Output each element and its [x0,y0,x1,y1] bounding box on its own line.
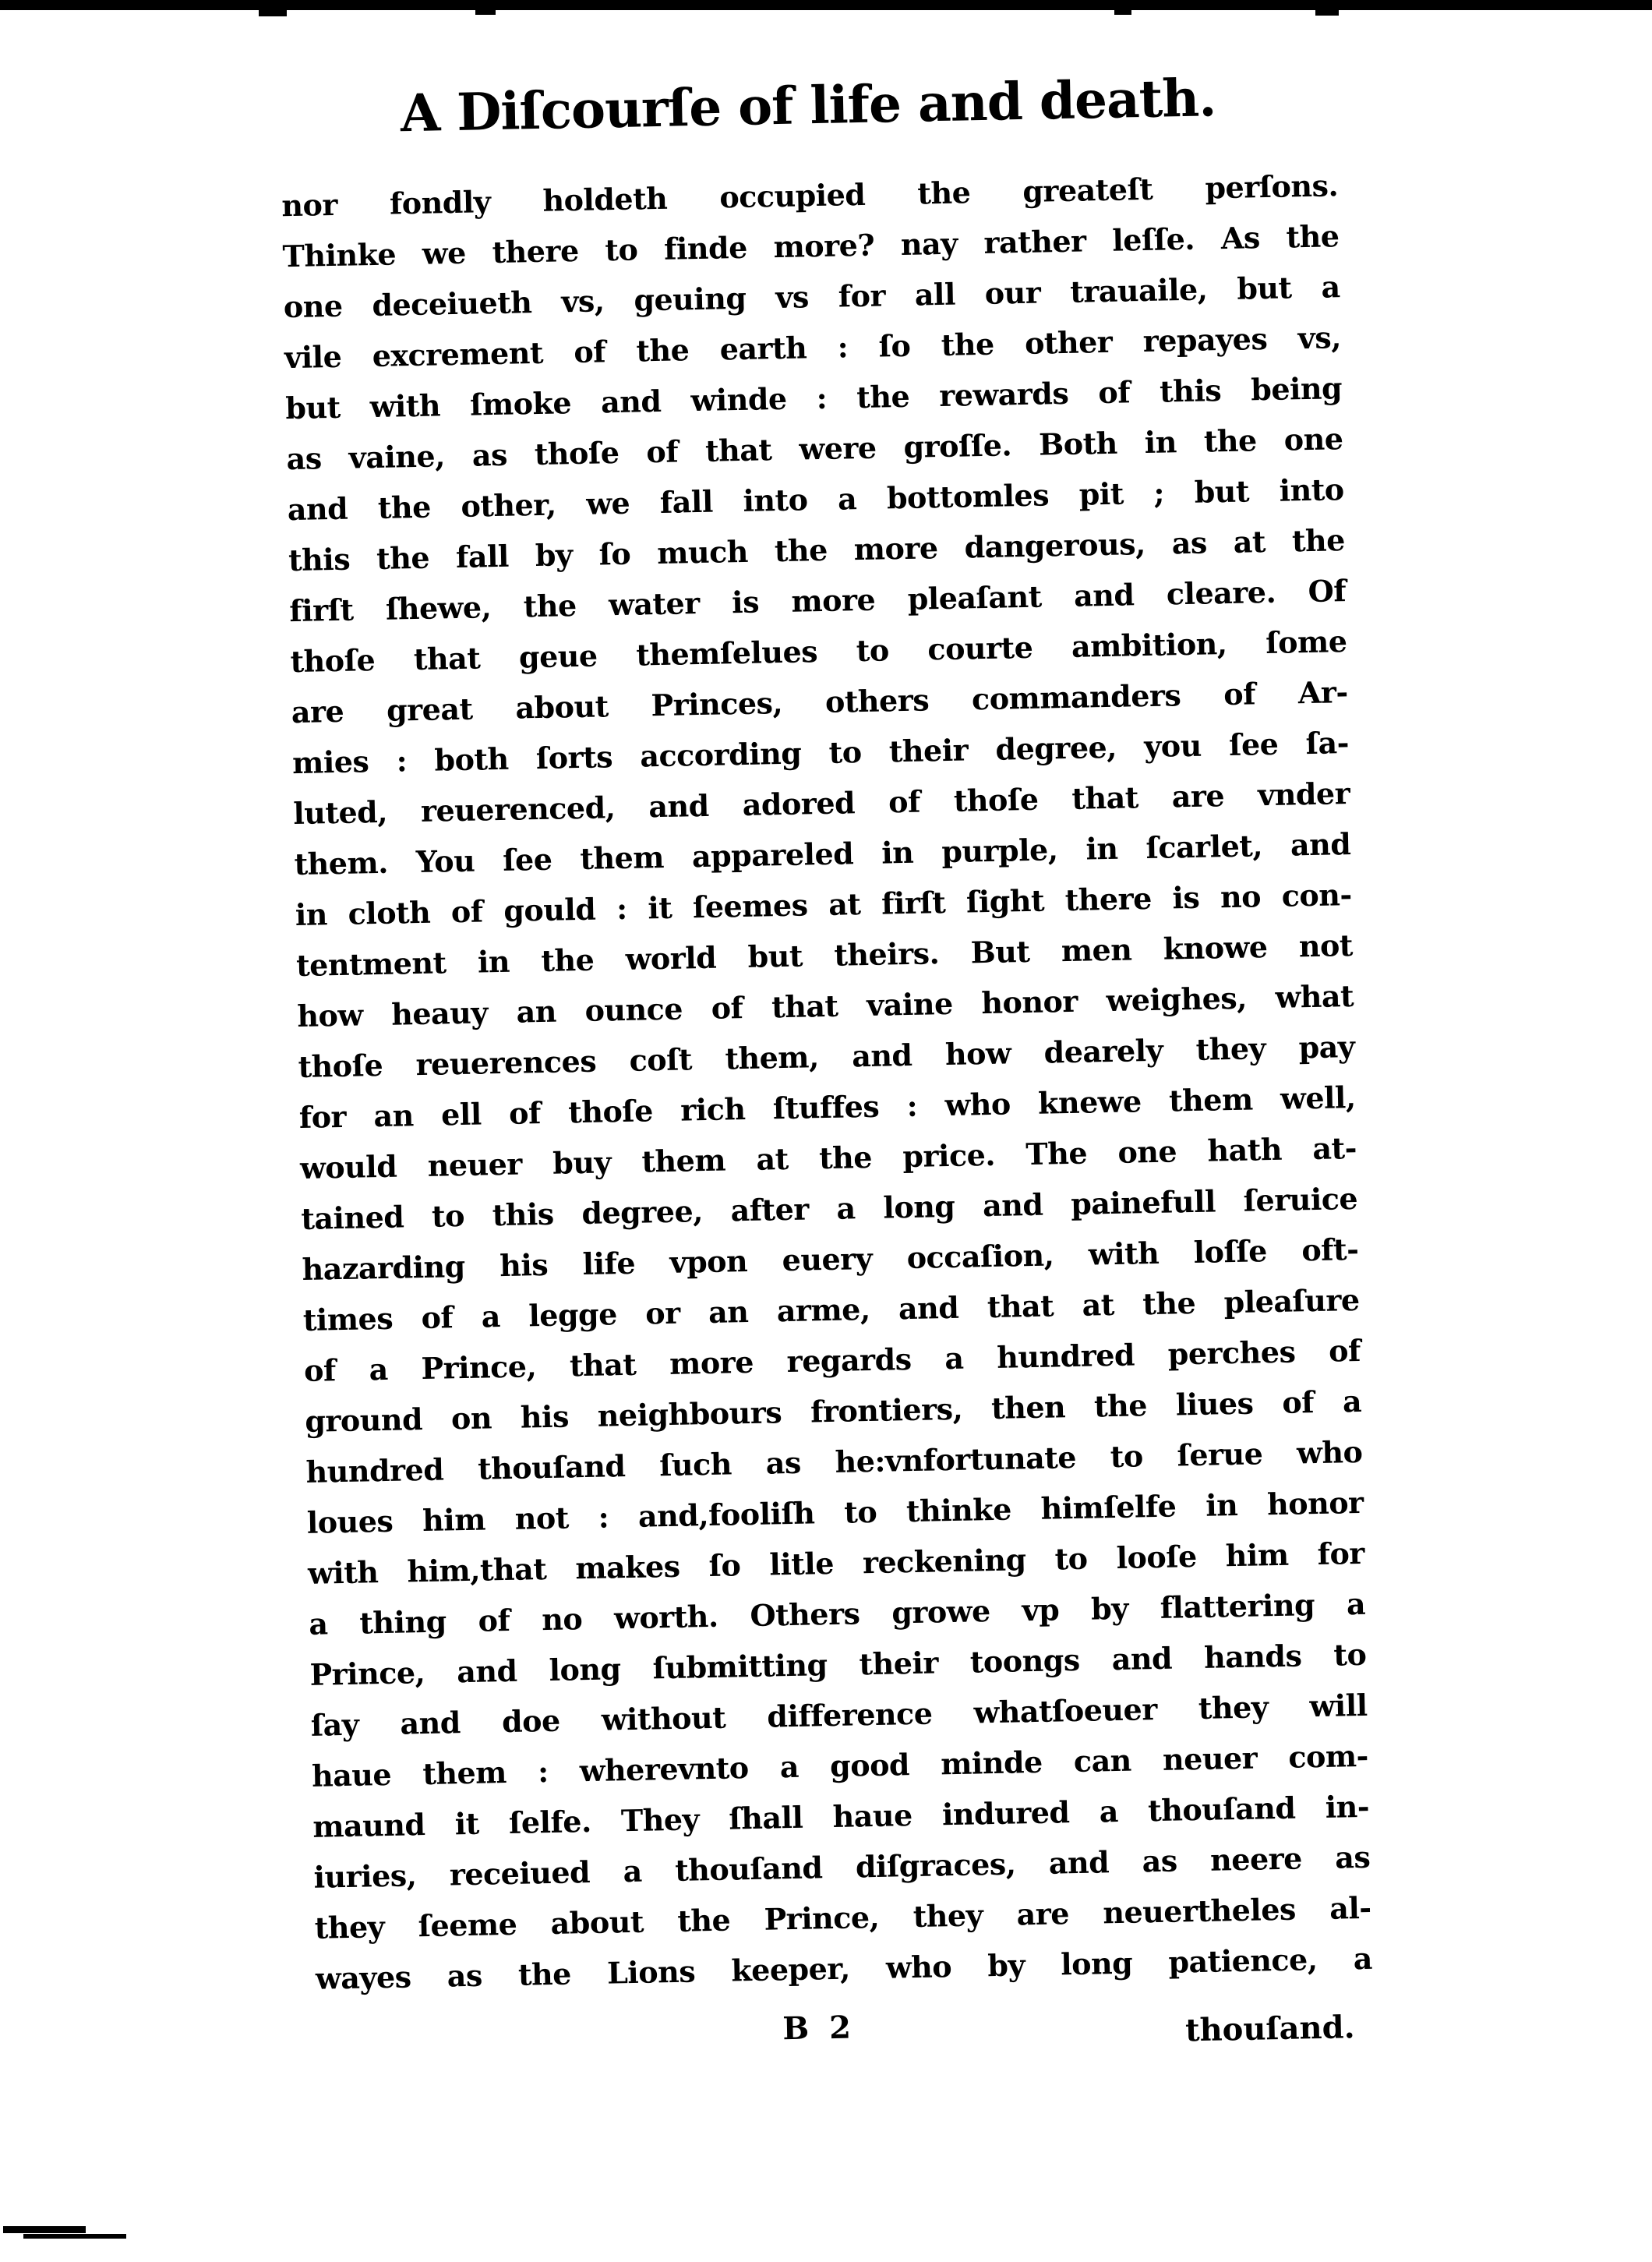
body-text-block [281,160,1373,2004]
text-line: ground on his neighbours frontiers, then the liues of a [304,1383,1362,1439]
text-line: with him,that makes ſo litle reckening to looſe him for [307,1535,1365,1591]
text-line: hundred thouſand ſuch as he:vnfortunate to ſerue who [305,1433,1363,1490]
text-line: Thinke we there to finde more? nay rather leſſe. As the [282,218,1340,274]
text-line: thoſe reuerences coſt them, and how dearely they pay [298,1028,1355,1084]
text-line: they ſeeme about the Prince, they are neuertheles al- [314,1889,1371,1946]
text-line: iuries, receiued a thouſand diſgraces, and as neere as [313,1839,1371,1895]
text-line: as vaine, as thoſe of that were groſſe. Both in the one [286,421,1343,477]
text-line: tained to this degree, after a long and painefull ſeruice [300,1180,1358,1236]
catchword: thouſand. [1184,2009,1355,2049]
text-line: maund it ſelfe. They ſhall haue indured a thouſand in- [312,1788,1370,1844]
text-line: are great about Princes, others commanders of Ar- [291,674,1349,730]
text-line: wayes as the Lions keeper, who by long patience, a [315,1940,1373,1996]
text-line: of a Prince, that more regards a hundred perches of [303,1332,1361,1388]
text-line: hazarding his life vpon euery occaſion, with loſſe oft- [302,1231,1359,1287]
direction-line [316,1999,1374,2082]
text-line: loues him not : and,fooliſh to thinke himſelfe in honor [306,1484,1364,1540]
text-line: firſt ſhewe, the water is more pleaſant and cleare. Of [288,573,1347,629]
page-title: A Diſcourſe of life and death. [400,67,1216,144]
text-line: luted, reuerenced, and adored of thoſe that are vnder [292,776,1350,832]
text-line: times of a legge or an arme, and that at the pleaſure [302,1281,1361,1338]
text-line: for an ell of thoſe rich ſtuffes : who knewe them well, [298,1079,1357,1135]
text-line: but with ſmoke and winde : the rewards of this being [284,370,1343,426]
text-line: mies : both ſorts according to their degree, you ſee ſa- [291,725,1350,781]
text-line: nor fondly holdeth occupied the greateſt perſons. [281,168,1339,224]
text-line: tentment in the world but theirs. But men knowe not [295,927,1354,984]
signature-mark: B 2 [782,2009,856,2048]
text-line: ſay and doe without difference whatſoeuer they will [310,1687,1368,1743]
text-line: them. You ſee them appareled in purple, in ſcarlet, and [294,826,1351,882]
text-line: vile excrement of the earth : ſo the other repayes vs, [284,320,1342,376]
text-line: this the fall by ſo much the more dangerous, as at the [288,522,1346,578]
text-line: Prince, and long ſubmitting their toongs and hands to [309,1636,1367,1692]
text-line: haue them : wherevnto a good minde can neuer com- [311,1737,1369,1794]
text-line: in cloth of gould : it ſeemes at firſt ſight there is no con- [295,877,1353,933]
text-line: thoſe that geue themſelues to courte ambition, ſome [290,624,1347,680]
text-line: a thing of no worth. Others growe vp by flattering a [308,1585,1366,1642]
text-line: one deceiueth vs, geuing vs for all our trauaile, but a [283,269,1341,325]
text-line: would neuer buy them at the price. The one hath at- [299,1129,1357,1186]
text-line: and the other, we fall into a bottomles pit ; but into [287,472,1345,528]
text-line: how heauy an ounce of that vaine honor weighes, what [296,977,1354,1034]
